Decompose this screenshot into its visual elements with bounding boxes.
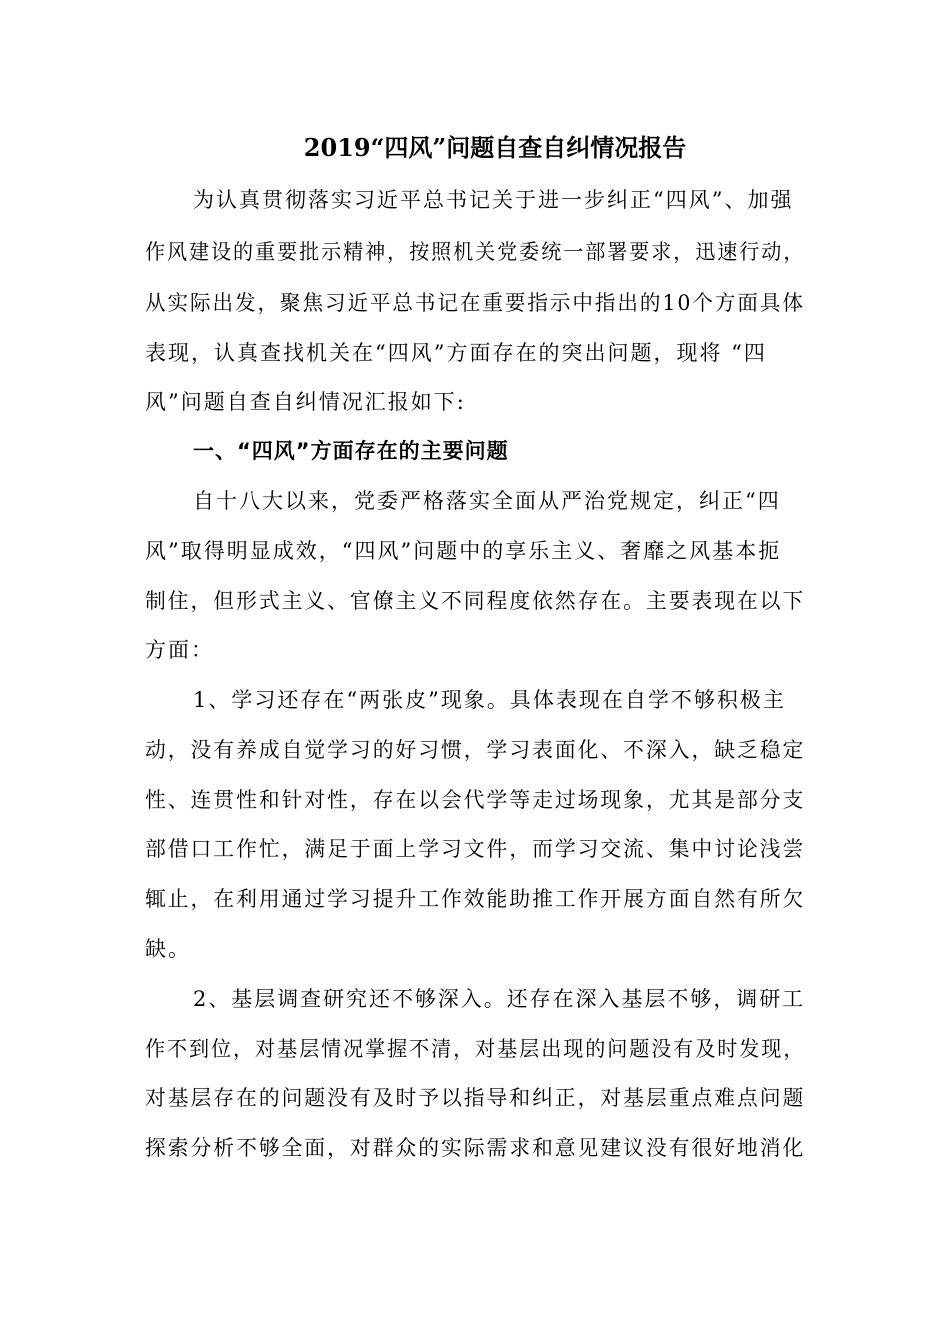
paragraph-line: 探索分析不够全面，对群众的实际需求和意见建议没有很好地消化 (145, 1136, 806, 1160)
paragraph-line: 风”问题自查自纠情况汇报如下: (145, 390, 466, 414)
paragraph-line: 部借口工作忙，满足于面上学习文件，而学习交流、集中讨论浅尝 (145, 837, 806, 861)
paragraph-line: 性、连贯性和针对性，存在以会代学等走过场现象，尤其是部分支 (145, 788, 806, 812)
document-title: 2019“四风”问题自查自纠情况报告 (303, 133, 687, 162)
paragraph-line: 辄止，在利用通过学习提升工作效能助推工作开展方面自然有所欠 (145, 887, 806, 911)
paragraph-line: 为认真贯彻落实习近平总书记关于进一步纠正“四风”、加强 (193, 188, 794, 212)
paragraph-line: 作不到位，对基层情况掌握不清，对基层出现的问题没有及时发现， (145, 1037, 806, 1061)
paragraph-line: 对基层存在的问题没有及时予以指导和纠正，对基层重点难点问题 (145, 1086, 806, 1110)
paragraph-line: 从实际出发，聚焦习近平总书记在重要指示中指出的10个方面具体 (145, 291, 805, 315)
paragraph-line: 风”取得明显成效，“四风”问题中的享乐主义、奢靡之风基本扼 (145, 539, 782, 563)
paragraph-line: 2、基层调查研究还不够深入。还存在深入基层不够，调研工 (193, 987, 806, 1011)
paragraph-line: 制住，但形式主义、官僚主义不同程度依然存在。主要表现在以下 (145, 589, 806, 613)
paragraph-line: 作风建设的重要批示精神，按照机关党委统一部署要求，迅速行动， (145, 240, 806, 264)
paragraph-line: 表现，认真查找机关在“四风”方面存在的突出问题，现将 “四 (145, 341, 767, 365)
paragraph-line: 动，没有养成自觉学习的好习惯，学习表面化、不深入，缺乏稳定 (145, 738, 806, 762)
paragraph-line: 1、学习还存在“两张皮”现象。具体表现在自学不够积极主 (193, 688, 786, 712)
paragraph-line: 方面： (145, 638, 214, 662)
paragraph-line: 缺。 (145, 937, 191, 961)
section-heading: 一、“四风”方面存在的主要问题 (193, 439, 509, 463)
paragraph-line: 自十八大以来，党委严格落实全面从严治党规定，纠正“四 (193, 489, 781, 513)
